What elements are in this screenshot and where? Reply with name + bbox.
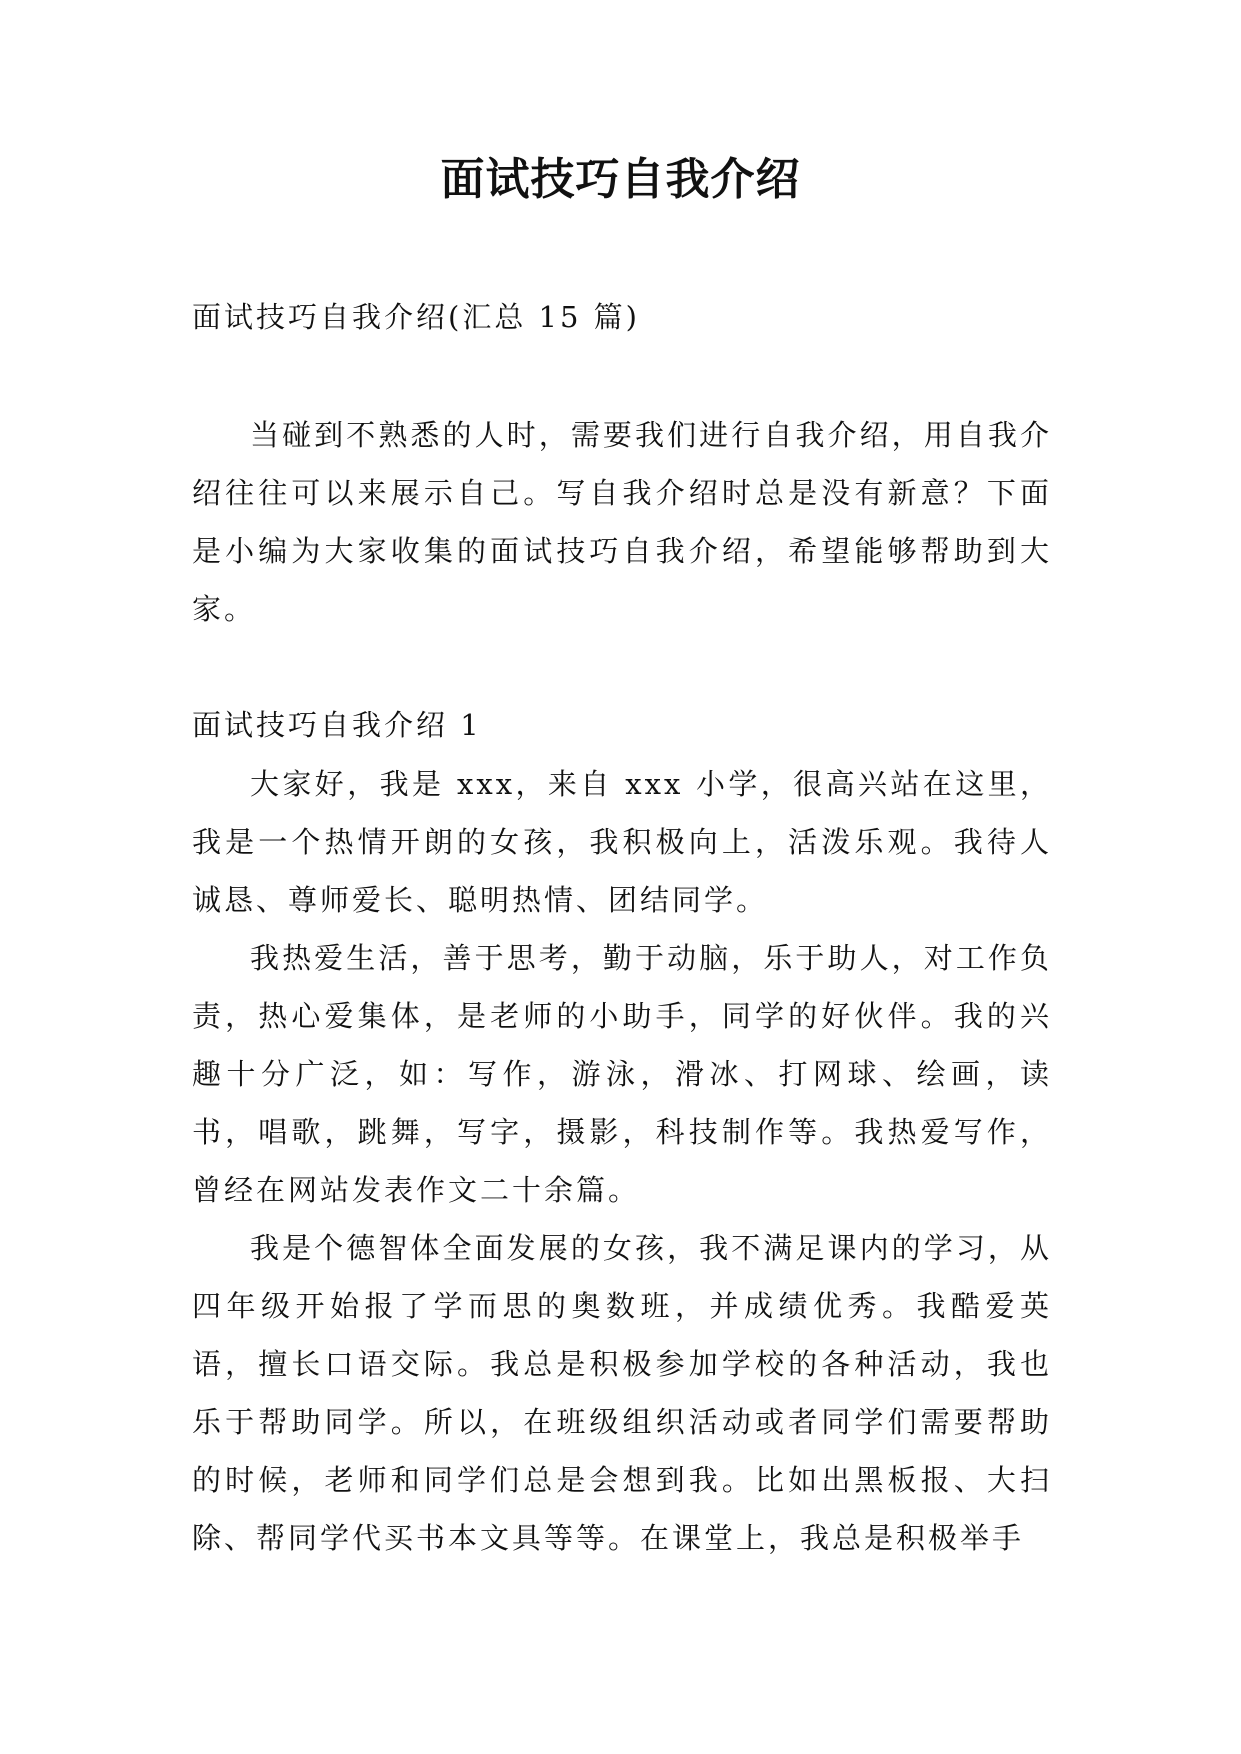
body-paragraph-2: 我热爱生活，善于思考，勤于动脑，乐于助人，对工作负责，热心爱集体，是老师的小助手，同学的好伙伴。我的兴趣十分广泛，如：写作，游泳，滑冰、打网球、绘画，读书，唱歌，跳舞，写字，摄影，科技制作等。我热爱写作，曾经在网站发表作文二十余篇。: [192, 941, 1052, 1207]
section-body: [192, 755, 1052, 1567]
intro-paragraph: 当碰到不熟悉的人时，需要我们进行自我介绍，用自我介绍往往可以来展示自己。写自我介绍时总是没有新意？下面是小编为大家收集的面试技巧自我介绍，希望能够帮助到大家。: [192, 418, 1052, 626]
section-heading: 面试技巧自我介绍 1: [192, 708, 482, 742]
body-paragraph-1: 大家好，我是 xxx，来自 xxx 小学，很高兴站在这里，我是一个热情开朗的女孩，我积极向上，活泼乐观。我待人诚恳、尊师爱长、聪明热情、团结同学。: [192, 767, 1052, 917]
body-paragraph-3: 我是个德智体全面发展的女孩，我不满足课内的学习，从四年级开始报了学而思的奥数班，并成绩优秀。我酷爱英语，擅长口语交际。我总是积极参加学校的各种活动，我也乐于帮助同学。所以，在班级组织活动或者同学们需要帮助的时候，老师和同学们总是会想到我。比如出黑板报、大扫除、帮同学代买书本文具等等。在课堂上，我总是积极举手: [192, 1231, 1052, 1555]
document-title: 面试技巧自我介绍: [440, 154, 801, 205]
document-subtitle: 面试技巧自我介绍(汇总 15 篇): [192, 300, 640, 334]
